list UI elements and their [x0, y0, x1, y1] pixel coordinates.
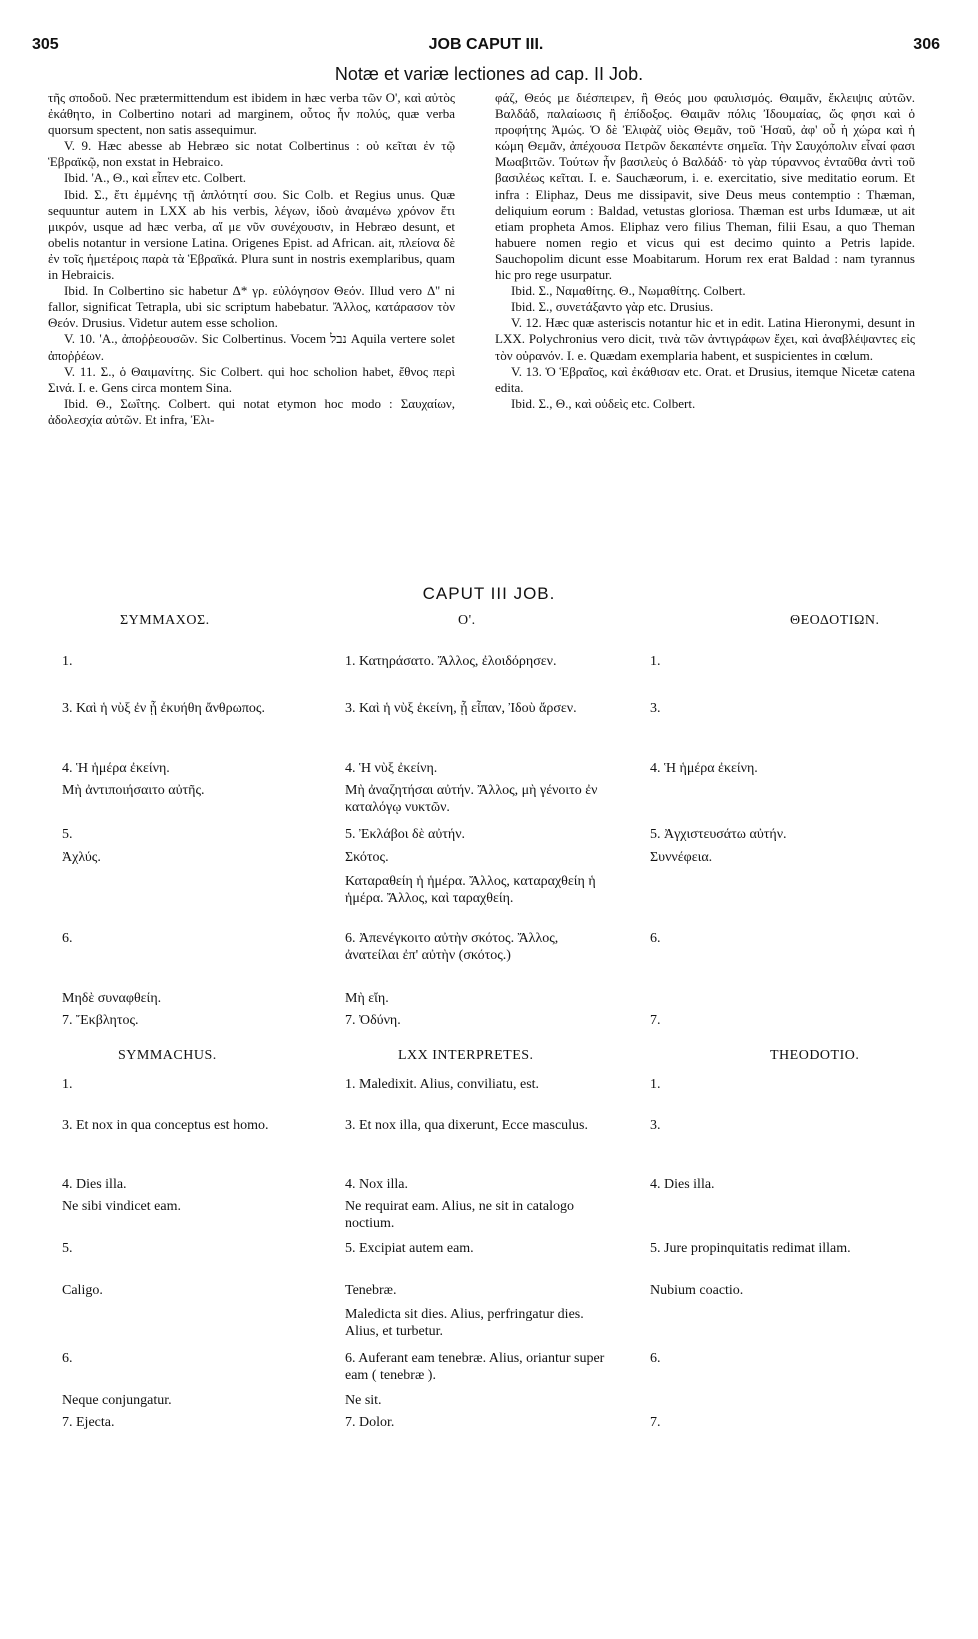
- latin-verse-c2: 7. Dolor.: [345, 1415, 395, 1430]
- latin-verse-c3: 1.: [650, 1077, 661, 1092]
- latin-verse-c2: Ne requirat eam. Alius, ne sit in catalogo noctium.: [345, 1199, 574, 1231]
- greek-verse-c2: Σκότος.: [345, 850, 389, 865]
- note-paragraph: V. 13. Ὁ Ἑβραῖος, καὶ ἐκάθισαν etc. Orat. et Drusius, itemque Nicetæ catena edita.: [495, 363, 915, 395]
- latin-verse-c1: 1.: [62, 1077, 73, 1092]
- running-head: [32, 36, 940, 58]
- greek-verse-c3: 1.: [650, 654, 661, 669]
- greek-verse-c3: 7.: [650, 1013, 661, 1028]
- latin-verse-c2: 5. Excipiat autem eam.: [345, 1241, 474, 1256]
- greek-verse-c1: 4. Ἡ ἡμέρα ἐκείνη.: [62, 761, 170, 776]
- greek-verse-c2: 6. Ἀπενέγκοιτο αὐτὴν σκότος. Ἄλλος, ἀνατείλαι ἐπ' αὐτὴν (σκότος.): [345, 931, 559, 963]
- greek-verse-c1: 3. Καὶ ἡ νὺξ ἐν ᾗ ἐκυήθη ἄνθρωπος.: [62, 701, 265, 716]
- latin-verse-c1: 4. Dies illa.: [62, 1177, 127, 1192]
- latin-verse-c3: 5. Jure propinquitatis redimat illam.: [650, 1241, 851, 1256]
- greek-verse-c3: 5. Ἀγχιστευσάτω αὐτήν.: [650, 827, 787, 842]
- left-page-number: 305: [32, 36, 59, 53]
- greek-verse-c1: 7. Ἔκβλητος.: [62, 1013, 139, 1028]
- chapter-title: CAPUT III JOB.: [422, 584, 556, 603]
- latin-verse-c1: 6.: [62, 1351, 73, 1366]
- greek-verse-c2: 1. Κατηράσατο. Ἄλλος, ἐλοιδόρησεν.: [345, 654, 557, 669]
- latin-verse-c2: Tenebræ.: [345, 1283, 397, 1298]
- latin-verse-c1: 5.: [62, 1241, 73, 1256]
- greek-verse-c1: Μηδὲ συναφθείη.: [62, 991, 162, 1006]
- greek-verse-c2: Καταραθείη ἡ ἡμέρα. Ἄλλος, καταραχθείη ἡ ἡμέρα. Ἄλλος, καὶ ταραχθείη.: [345, 874, 596, 906]
- latin-verse-c1: Ne sibi vindicet eam.: [62, 1199, 181, 1214]
- note-paragraph: Ibid. Σ., συνετάξαντο γὰρ etc. Drusius.: [511, 299, 714, 315]
- latin-verse-c3: 7.: [650, 1415, 661, 1430]
- latin-verse-c2: Ne sit.: [345, 1393, 382, 1408]
- latin-verse-c1: 3. Et nox in qua conceptus est homo.: [62, 1118, 269, 1133]
- greek-verse-c2: 5. Ἐκλάβοι δὲ αὐτήν.: [345, 827, 466, 842]
- greek-verse-c1: 5.: [62, 827, 73, 842]
- note-paragraph: φάζ, Θεός με διέσπειρεν, ἢ Θεός μου φαυλισμός. Θαιμᾶν, ἔκλειψις αὐτῶν. Βαλδάδ, παλαίωσις ἢ ἐπίδοξος. Θαιμᾶν πόλις Ἰδουμαίας, ὥς φησι καὶ ὁ προφήτης Ἀμώς. Ὁ δὲ Ἐλιφὰζ υἱὸς Θεμᾶν, τοῦ Ἡσαῦ, ἀφ' οὗ ἡ χώρα καὶ ἡ κώμη Θεμᾶν, ἀπέχουσα Πετρῶν δεκαπέντε σημεῖα. Τὴν Σαυχόπολιν εἶναί φασι Μωαβιτῶν. Τούτων ἦν βασιλεὺς ὁ Βαλδάδ· τὸ γὰρ τύραννος ἐνταῦθα ἀντὶ τοῦ βασιλέως κεῖται. I. e. Sauchæorum, i. e. exercitatio, sive meditatio eorum. Et infra : Eliphaz, Deus me dissipavit, sive Deus meus contemptio : Thæman, deliquium eorum : Baldad, vetustas gloriosa. Thæman est urbs Idumææ, ut ait etiam propheta Amos. Eliphaz vero filius Theman, filii Esau, a quo Theman habuere nomen regio et vicus qui est decimo quinto a Petris lapide. Sauchopolim dicunt esse Moabitarum. Horum rex erat Baldad : nam tyrannus hic pro rege usurpatur.: [495, 90, 915, 283]
- right-page-number: 306: [913, 36, 940, 53]
- latin-header-lxx: LXX INTERPRETES.: [398, 1048, 534, 1063]
- greek-verse-c2: Μὴ ἀναζητήσαι αὐτήν. Ἄλλος, μὴ γένοιτο ἐν καταλόγῳ νυκτῶν.: [345, 783, 598, 815]
- latin-verse-c2: 3. Et nox illa, qua dixerunt, Ecce masculus.: [345, 1118, 588, 1133]
- latin-header-symmachus: SYMMACHUS.: [118, 1048, 217, 1063]
- latin-verse-c3: 3.: [650, 1118, 661, 1133]
- latin-verse-c1: Neque conjungatur.: [62, 1393, 172, 1408]
- greek-verse-c1: 1.: [62, 654, 73, 669]
- greek-verse-c3: 4. Ἡ ἡμέρα ἐκείνη.: [650, 761, 758, 776]
- note-paragraph: V. 9. Hæc abesse ab Hebræo sic notat Colbertinus : οὐ κεῖται ἐν τῷ Ἑβραϊκῷ, non exstat in Hebraico.: [48, 138, 455, 170]
- note-paragraph: V. 10. 'Α., ἀποῤῥεουσῶν. Sic Colbertinus. Vocem נבל Aquila vertere solet ἀποῤῥέων.: [48, 331, 455, 363]
- greek-verse-c3: 6.: [650, 931, 661, 946]
- greek-verse-c3: Συννέφεια.: [650, 850, 713, 865]
- latin-verse-c2: 4. Nox illa.: [345, 1177, 408, 1192]
- greek-verse-c2: 3. Καὶ ἡ νὺξ ἐκείνη, ᾗ εἶπαν, Ἰδοὺ ἄρσεν.: [345, 701, 577, 716]
- note-paragraph: τῆς σποδοῦ. Nec prætermittendum est ibidem in hæc verba τῶν Ο', καὶ αὐτὸς ἐκάθητο, in Colbertino notari ad marginem, οὗτος ἦν πολύς, quæ verba quorsum spectent, non satis assequimur.: [48, 90, 455, 138]
- greek-header-lxx: Ο'.: [458, 613, 476, 628]
- greek-header-symmachus: ΣΥΜΜΑΧΟΣ.: [120, 613, 210, 628]
- latin-verse-c2: Maledicta sit dies. Alius, perfringatur dies. Alius, et turbetur.: [345, 1307, 584, 1339]
- note-paragraph: Ibid. Σ., ἔτι ἐμμένης τῇ ἁπλότητί σου. Sic Colb. et Regius unus. Quæ sequuntur autem in LXX ab his verbis, λέγων, ἰδοὺ ἀναμένω χρόνον ἔτι μικρόν, usque ad hæc verba, αἵ με νῦν συνέχουσιν, in Hebræo desunt, et obelis notantur in versione Latina. Origenes Epist. ad African. ait, πλείονα δὲ ἐν τοῖς ἡμετέροις παρὰ τὰ Ἑβραϊκά. Plura sunt in nostris exemplaribus, quam in Hebraicis.: [48, 186, 455, 283]
- greek-verse-c1: Μὴ ἀντιποιήσαιτο αὐτῆς.: [62, 783, 205, 798]
- note-paragraph: Ibid. 'Α., Θ., καὶ εἶπεν etc. Colbert.: [64, 170, 247, 186]
- greek-verse-c3: 3.: [650, 701, 661, 716]
- latin-verse-c2: 6. Auferant eam tenebræ. Alius, oriantur super eam ( tenebræ ).: [345, 1351, 605, 1383]
- note-paragraph: V. 11. Σ., ὁ Θαιμανίτης. Sic Colbert. qui hoc scholion habet, ἔθνος περὶ Σινά. I. e. Gens circa montem Sina.: [48, 363, 455, 395]
- latin-verse-c1: Caligo.: [62, 1283, 103, 1298]
- greek-verse-c2: 4. Ἡ νὺξ ἐκείνη.: [345, 761, 438, 776]
- latin-verse-c2: 1. Maledixit. Alius, conviliatu, est.: [345, 1077, 540, 1092]
- latin-verse-c1: 7. Ejecta.: [62, 1415, 115, 1430]
- notes-right-column: [495, 90, 915, 412]
- latin-verse-c3: 6.: [650, 1351, 661, 1366]
- latin-verse-c3: Nubium coactio.: [650, 1283, 744, 1298]
- note-paragraph: Ibid. Σ., Θ., καὶ οὐδεὶς etc. Colbert.: [511, 395, 696, 411]
- greek-verse-c2: Μὴ εἴη.: [345, 991, 389, 1006]
- greek-header-theodotion: ΘΕΟΔΟΤΙΩΝ.: [790, 613, 880, 628]
- greek-verse-c1: Ἀχλύς.: [62, 850, 101, 865]
- note-paragraph: Ibid. Σ., Ναμαθίτης. Θ., Νωμαθίτης. Colbert.: [511, 283, 746, 299]
- running-title: JOB CAPUT III.: [428, 36, 544, 53]
- notes-left-column: [48, 90, 455, 428]
- note-paragraph: V. 12. Hæc quæ asteriscis notantur hic et in edit. Latina Hieronymi, desunt in LXX. Polychronius vero dicit, τινὰ τῶν ἀντιγράφων ἔχει, καὶ ἀναβλέψαντες εἰς τὸν οὐρανόν. I. e. Quædam exemplaria habent, et suspicientes in cœlum.: [495, 315, 915, 363]
- latin-verse-c3: 4. Dies illa.: [650, 1177, 715, 1192]
- greek-verse-c2: 7. Ὀδύνη.: [345, 1013, 401, 1028]
- note-paragraph: Ibid. Θ., Σωΐτης. Colbert. qui notat etymon hoc modo : Σαυχαίων, ἀδολεσχία αὐτῶν. Et infra, Ἐλι-: [48, 395, 455, 427]
- notes-title: Notæ et variæ lectiones ad cap. II Job.: [334, 64, 644, 84]
- greek-verse-c1: 6.: [62, 931, 73, 946]
- note-paragraph: Ibid. In Colbertino sic habetur Δ* γρ. εὐλόγησον Θεόν. Illud vero Δ'' ni fallor, significat Tetrapla, ubi sic scriptum habebatur. Ἄλλος, κατάρασον τὸν Θεόν. Drusius. Videtur autem esse scholion.: [48, 283, 455, 331]
- latin-header-theodotio: THEODOTIO.: [770, 1048, 860, 1063]
